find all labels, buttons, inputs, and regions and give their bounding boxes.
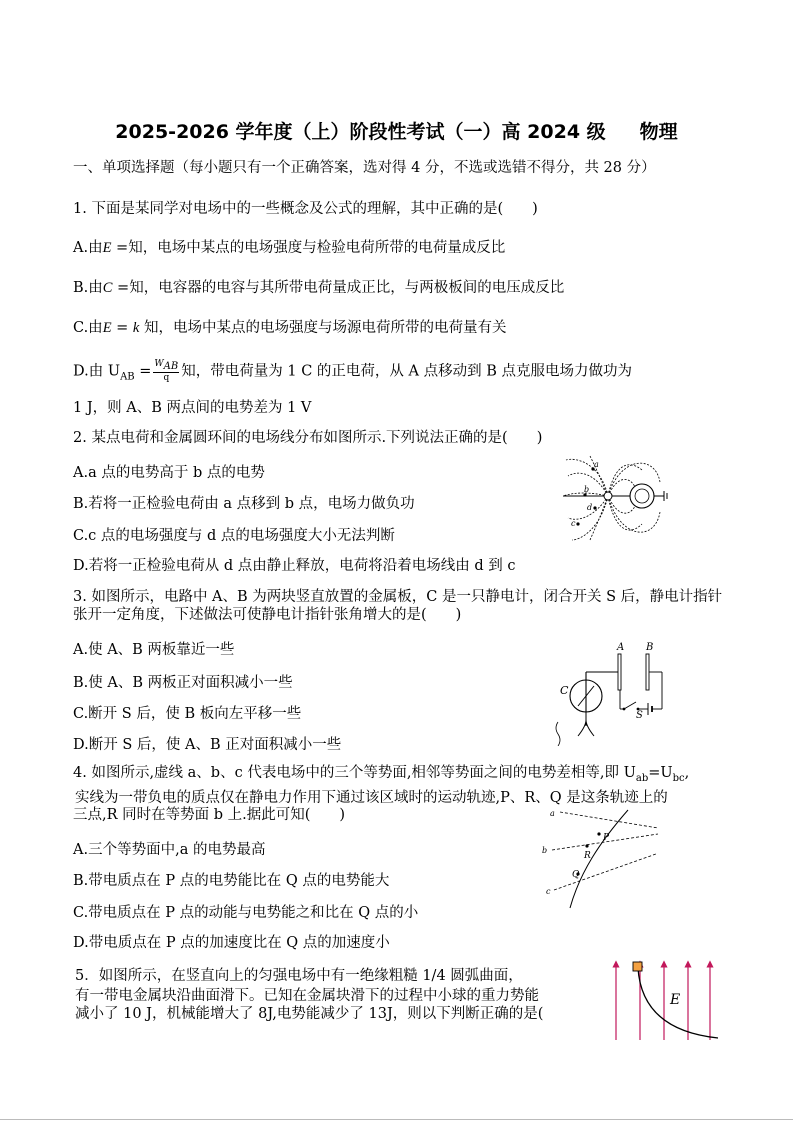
q4-label-b: b: [542, 846, 548, 855]
q4-option-a: A.三个等势面中,a 的电势最高: [73, 842, 266, 858]
q4-option-d: D.带电质点在 P 点的加速度比在 Q 点的加速度小: [73, 935, 390, 951]
q4-label-R: R: [584, 851, 591, 861]
q3-label-A: A: [617, 642, 625, 653]
q5-electric-field-figure: [606, 958, 724, 1042]
q3-capacitor-electroscope-figure: [554, 636, 674, 746]
page-title: [0, 117, 793, 144]
q5-line1: 5．如图所示，在竖直向上的匀强电场中有一绝缘粗糙 1/4 圆弧曲面，: [75, 968, 523, 984]
fraction-w-over-q: $\frac{W_{AB}}{q}$: [154, 359, 179, 383]
q2-stem: 2. 某点电荷和金属圆环间的电场线分布如图所示.下列说法正确的是( ): [73, 430, 543, 446]
q3-label-C: C: [560, 684, 569, 697]
q4-stem-line2: 实线为一带负电的质点仅在静电力作用下通过该区域时的运动轨迹,P、R、Q 是这条轨迹上的: [75, 790, 668, 806]
metal-block: [633, 962, 642, 971]
q1-stem: 1. 下面是某同学对电场中的一些概念及公式的理解，其中正确的是( ): [73, 201, 538, 217]
q4-label-P: P: [603, 833, 610, 843]
q2-field-line-figure: [560, 452, 672, 547]
q2-label-c: c: [571, 519, 576, 528]
q2-label-b: b: [584, 485, 590, 494]
q1-option-a: A.由E =知，电场中某点的电场强度与检验电荷所带的电荷量成反比: [73, 240, 506, 256]
title-main: 2025-2026 学年度（上）阶段性考试（一）高 2024 级: [115, 121, 606, 143]
q4-label-c: c: [546, 887, 551, 896]
q3-stem: 3. 如图所示，电路中 A、B 为两块竖直放置的金属板，C 是一只静电计，闭合开关 S 后，静电计指针张开一定角度，下述做法可使静电计指针张角增大的是( ): [73, 589, 723, 623]
page-bottom-rule: [0, 1119, 793, 1120]
q2-label-a: a: [594, 460, 599, 469]
q2-option-a: A.a 点的电势高于 b 点的电势: [73, 465, 265, 481]
q2-option-d: D.若将一正检验电荷从 d 点由静止释放，电荷将沿着电场线由 d 到 c: [73, 558, 516, 574]
q3-label-B: B: [646, 642, 654, 653]
q2-option-c: C.c 点的电场强度与 d 点的电场强度大小无法判断: [73, 528, 395, 544]
q2-option-b: B.若将一正检验电荷由 a 点移到 b 点，电场力做负功: [73, 496, 415, 512]
q4-option-c: C.带电质点在 P 点的动能与电势能之和比在 Q 点的小: [73, 905, 419, 921]
q4-label-Q: Q: [572, 870, 580, 880]
q4-option-b: B.带电质点在 P 点的电势能比在 Q 点的电势能大: [73, 873, 390, 889]
q1-option-b: B.由C =知，电容器的电容与其所带电荷量成正比，与两极板间的电压成反比: [73, 280, 565, 296]
q5-label-E: E: [670, 992, 681, 1008]
q1-option-d-cont: 1 J，则 A、B 两点间的电势差为 1 V: [73, 400, 312, 416]
q3-option-b: B.使 A、B 两板正对面积减小一些: [73, 675, 293, 691]
q5-line2: 有一带电金属块沿曲面滑下。已知在金属块滑下的过程中小球的重力势能: [75, 988, 539, 1004]
q1-option-c: C.由E = k 知，电场中某点的电场强度与场源电荷所带的电荷量有关: [73, 320, 507, 336]
q3-option-c: C.断开 S 后，使 B 板向左平移一些: [73, 706, 302, 722]
q4-stem-line1: 4. 如图所示,虚线 a、b、c 代表电场中的三个等势面,相邻等势面之间的电势差相等,即 $U_{ab}=U_{bc}$,: [73, 765, 690, 784]
title-subject: 物理: [639, 121, 678, 143]
q3-option-a: A.使 A、B 两板靠近一些: [73, 642, 235, 658]
q3-option-d: D.断开 S 后，使 A、B 正对面积减小一些: [73, 737, 342, 753]
q5-line3: 减小了 10 J，机械能增大了 8J,电势能减少了 13J，则以下判断正确的是(: [75, 1006, 544, 1022]
q4-stem-line3: 三点,R 同时在等势面 b 上.据此可知( ): [73, 807, 346, 823]
q2-label-d: d: [587, 503, 593, 512]
section-heading: 一、单项选择题（每小题只有一个正确答案，选对得 4 分，不选或选错不得分，共 28 分）: [73, 160, 656, 176]
q4-equipotential-figure: [540, 802, 665, 912]
q4-label-a: a: [550, 809, 555, 818]
q1-option-d: D.由 $U_{AB}$ = $\frac{W_{AB}}{q}$ 知，带电荷量为 1 C 的正电荷，从 A 点移动到 B 点克服电场力做功为: [73, 359, 632, 383]
q3-label-S: S: [636, 710, 643, 721]
